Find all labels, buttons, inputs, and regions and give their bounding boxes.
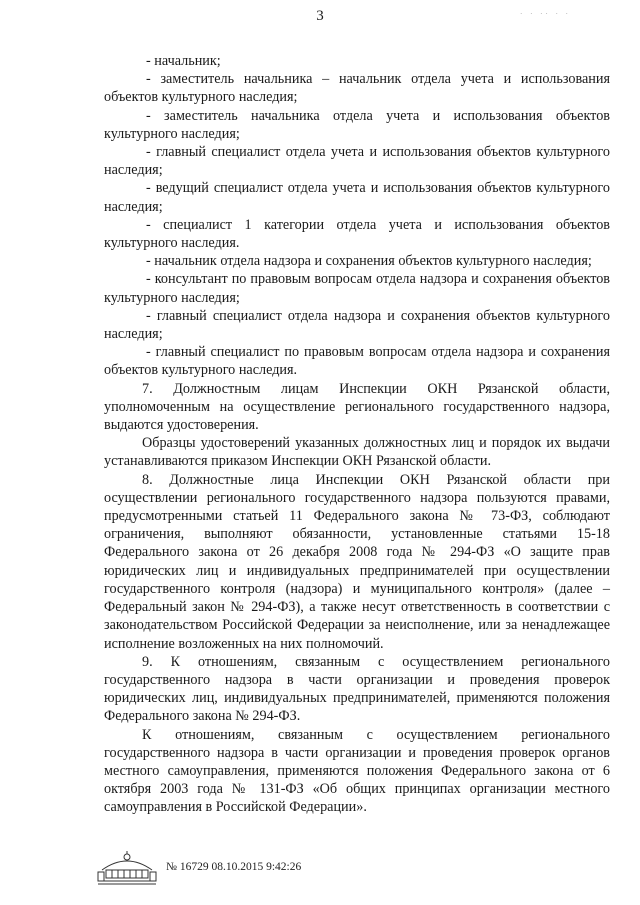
paragraph-samples: Образцы удостоверений указанных должностных лиц и порядок их выдачи устанавливаются приказом Инспекции ОКН Рязанской области. (104, 435, 610, 470)
list-item: - главный специалист отдела учета и использования объектов культурного наследия; (104, 144, 610, 179)
registration-stamp (96, 848, 301, 886)
document-body (104, 52, 610, 817)
registration-number: № 16729 08.10.2015 9:42:26 (166, 861, 302, 873)
paragraph-7: 7. Должностным лицам Инспекции ОКН Рязанской области, уполномоченным на осуществление регионального государственного надзора, выдаются удостоверения. (104, 380, 610, 434)
list-item: - консультант по правовым вопросам отдела надзора и сохранения объектов культурного наследия; (104, 271, 610, 306)
list-item: - главный специалист отдела надзора и сохранения объектов культурного наследия; (104, 307, 610, 343)
list-item: - главный специалист по правовым вопросам отдела надзора и сохранения объектов культурного наследия. (104, 344, 610, 379)
scan-specks: · · ·· · · (520, 10, 571, 18)
building-seal-icon (96, 848, 158, 886)
list-item: - заместитель начальника отдела учета и использования объектов культурного наследия; (104, 107, 610, 142)
list-item: - начальник; (146, 53, 221, 69)
paragraph-8: 8. Должностные лица Инспекции ОКН Рязанской области при осуществлении регионального государственного надзора пользуются правами, предусмотренными статьей 11 Федерального закона № 73-ФЗ, соблюдают ограничения, выполняют обязанности, установленные статьями 15-18 Федерального закона от 26 декабря 2008 года № 294-ФЗ «О защите прав юридических лиц и индивидуальных предпринимателей при осуществлении государственного контроля (надзора) и муниципального контроля» (далее – Федеральный закон № 294-ФЗ), а также несут ответственность в соответствии с законодательством Российской Федерации за неисполнение, или за ненадлежащее исполнение возложенных на них полномочий. (104, 471, 610, 652)
list-item: - начальник отдела надзора и сохранения объектов культурного наследия; (146, 253, 592, 270)
list-item: - специалист 1 категории отдела учета и использования объектов культурного наследия. (104, 216, 610, 252)
paragraph-municipal: К отношениям, связанным с осуществлением регионального государственного надзора в части организации и проведения проверок органов местного самоуправления, применяются положения Федерального закона от 6 октября 2003 года № 131-ФЗ «Об общих принципах организации местного самоуправления в Российской Федерации». (104, 726, 610, 816)
paragraph-9: 9. К отношениям, связанным с осуществлением регионального государственного надзора в части организации и проведения проверок юридических лиц, индивидуальных предпринимателей, применяются положения Федерального закона № 294-ФЗ. (104, 653, 610, 725)
list-item: - заместитель начальника – начальник отдела учета и использования объектов культурного наследия; (104, 71, 610, 106)
page-number: 3 (316, 8, 324, 24)
list-item: - ведущий специалист отдела учета и использования объектов культурного наследия; (104, 180, 610, 215)
